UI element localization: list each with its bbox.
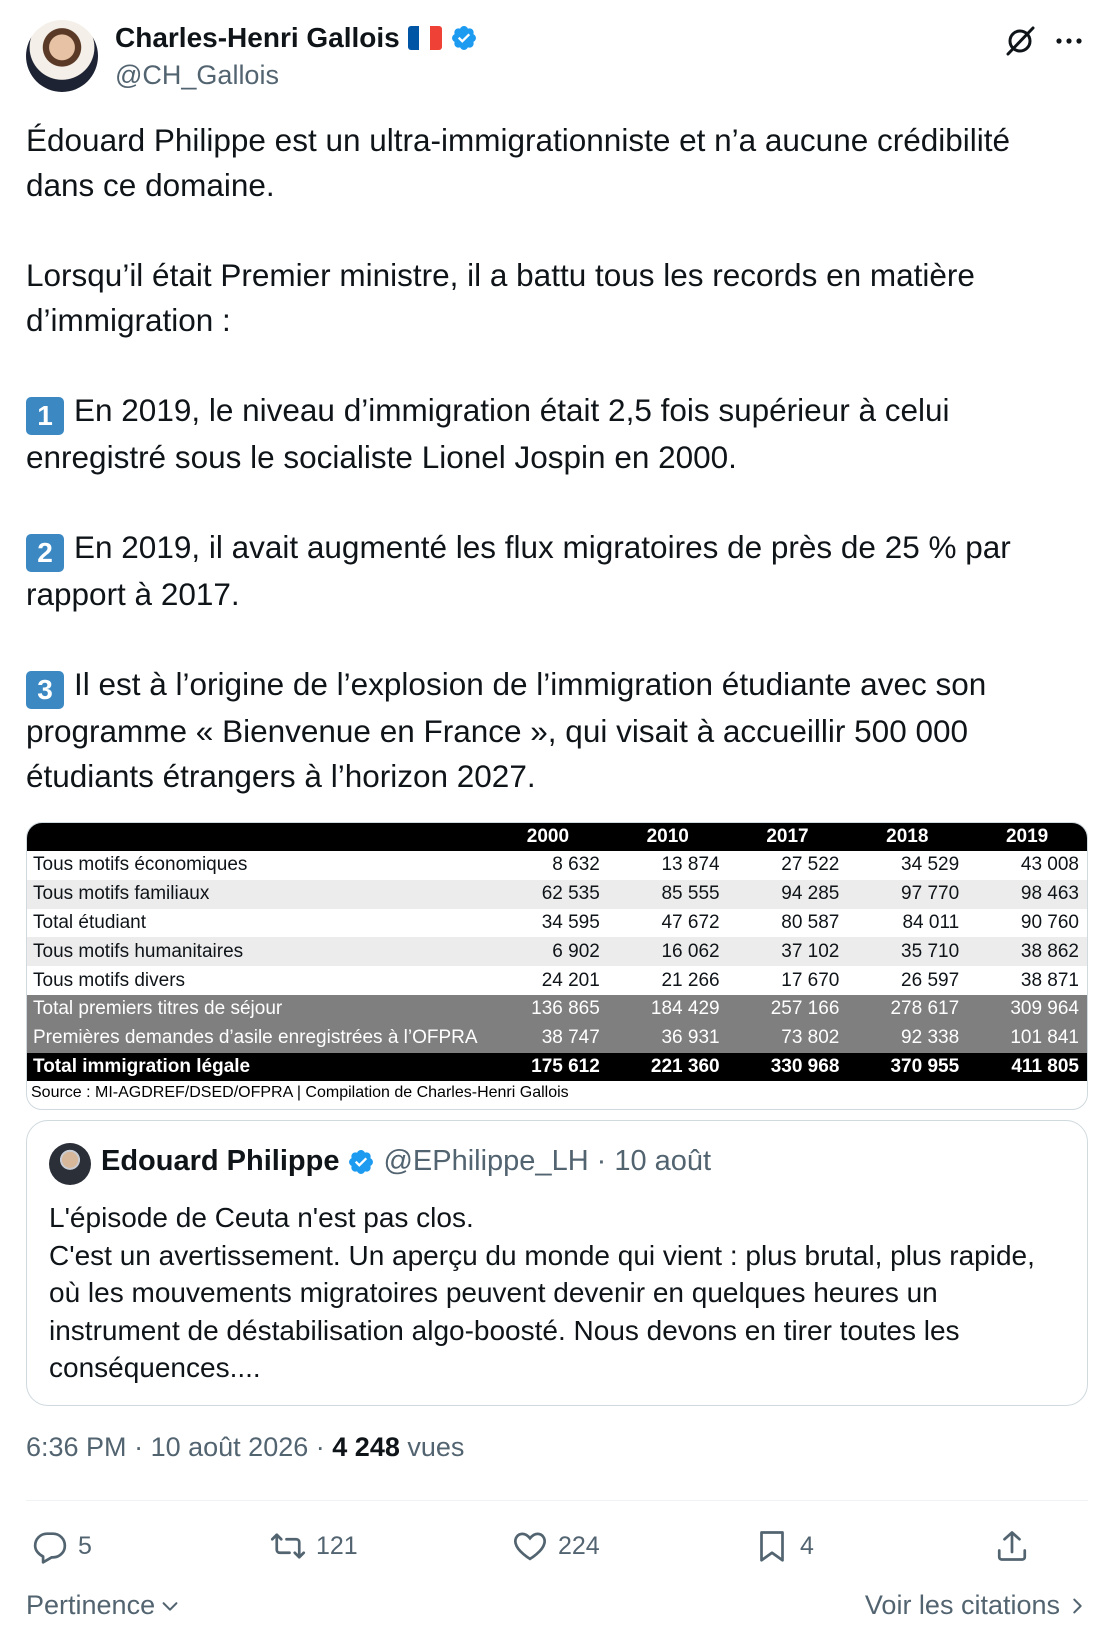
tweet-timestamp [26,1432,464,1463]
table-cell: 330 968 [728,1053,848,1082]
table-cell: 370 955 [847,1053,967,1082]
bookmark-button[interactable] [754,1518,814,1574]
author-handle[interactable]: @CH_Gallois [115,60,279,90]
row-label: Total premiers titres de séjour [27,995,488,1024]
row-label: Tous motifs divers [33,969,186,991]
table-cell: 278 617 [847,995,967,1024]
like-count: 224 [558,1531,600,1560]
views-label: vues [407,1432,465,1462]
table-cell: 98 463 [967,880,1087,909]
table-cell: 17 670 [781,969,840,991]
separator: · [315,1432,325,1462]
table-cell: 175 612 [488,1053,608,1082]
table-row [27,937,1087,966]
table-cell: 24 201 [541,969,600,991]
table-cell: 309 964 [967,995,1087,1024]
table-cell: 16 062 [608,937,728,966]
author-name-row [115,22,478,54]
tweet-date[interactable]: 10 août 2026 [150,1432,309,1462]
sort-dropdown[interactable] [26,1590,181,1621]
france-flag-icon [408,26,442,50]
view-quotes-label: Voir les citations [864,1590,1060,1620]
table-row [27,880,1087,909]
table-cell: 37 102 [728,937,848,966]
keycap-one-icon: 1 [26,397,64,435]
quoted-author-name: Edouard Philippe [101,1145,340,1177]
table-source: Source : MI-AGDREF/DSED/OFPRA | Compilation de Charles-Henri Gallois [31,1084,569,1102]
table-header-cell: 2018 [847,823,967,851]
table-cell: 35 710 [847,937,967,966]
table-header-cell: 2010 [608,823,728,851]
separator: · [134,1432,144,1462]
tweet-paragraph: Édouard Philippe est un ultra-immigrationniste et n’a aucune crédibilité dans ce domaine. [26,122,1011,203]
table-cell: 6 902 [488,937,608,966]
table-cell: 62 535 [488,880,608,909]
quoted-tweet-header [101,1145,711,1178]
reply-count: 5 [78,1531,92,1560]
table-row [27,1053,1087,1082]
table-cell: 27 522 [781,854,840,876]
table-cell: 136 865 [488,995,608,1024]
table-cell: 34 529 [901,854,960,876]
table-cell: 92 338 [847,1024,967,1053]
grok-icon[interactable] [1003,24,1037,58]
heart-icon [512,1528,548,1564]
table-cell: 80 587 [781,911,840,933]
table-cell: 84 011 [902,911,960,933]
sort-label: Pertinence [26,1590,156,1620]
repost-button[interactable] [270,1518,358,1574]
row-label: Total immigration légale [27,1053,488,1082]
tweet-media-table[interactable] [26,822,1088,1110]
table-header-cell: 2000 [488,823,608,851]
table-row [27,851,1087,880]
views-count: 4 248 [332,1432,400,1462]
table-cell: 38 862 [967,937,1087,966]
tweet-paragraph: 2 En 2019, il avait augmenté les flux migratoires de près de 25 % par rapport à 2017. [26,529,1011,612]
table-cell: 221 360 [608,1053,728,1082]
action-bar [26,1518,1088,1574]
quoted-author-handle: @EPhilippe_LH [383,1145,589,1177]
table-header-cell [27,823,488,851]
table-cell: 85 555 [608,880,728,909]
verified-badge-icon [347,1148,375,1176]
quoted-author-avatar [49,1143,91,1185]
table-cell: 411 805 [967,1053,1087,1082]
table-cell: 101 841 [967,1024,1087,1053]
repost-icon [270,1528,306,1564]
quoted-date: 10 août [614,1145,712,1177]
table-cell: 43 008 [1020,854,1079,876]
repost-count: 121 [316,1531,358,1560]
row-label: Total étudiant [33,911,147,933]
bookmark-icon [754,1528,790,1564]
table-cell: 8 632 [552,854,600,876]
reply-icon [32,1528,68,1564]
table-cell: 36 931 [608,1024,728,1053]
table-header-row [27,823,1087,851]
keycap-three-icon: 3 [26,671,64,709]
table-row [27,966,1087,995]
view-quotes-link[interactable] [865,1590,1088,1621]
row-label: Tous motifs humanitaires [27,937,488,966]
table-cell: 73 802 [728,1024,848,1053]
table-cell: 21 266 [661,969,720,991]
author-avatar[interactable] [26,20,98,92]
tweet-text [26,118,1086,799]
bookmark-count: 4 [800,1531,814,1560]
table-row [27,1024,1087,1053]
table-cell: 26 597 [901,969,960,991]
quoted-tweet-text [49,1199,1069,1387]
table-cell: 38 871 [1020,969,1079,991]
chevron-right-icon [1066,1595,1088,1617]
table-cell: 94 285 [728,880,848,909]
table-cell: 47 672 [661,911,720,933]
immigration-table [27,823,1087,1081]
divider [26,1500,1088,1501]
tweet-paragraph: 3 Il est à l’origine de l’explosion de l’immigration étudiante avec son programme « Bienvenue en France », qui visait à accueillir 500 000 étudiants étrangers à l’horizon 2027. [26,666,987,794]
quoted-tweet[interactable] [26,1120,1088,1406]
keycap-two-icon: 2 [26,534,64,572]
row-label: Tous motifs économiques [33,854,248,876]
tweet-time[interactable]: 6:36 PM [26,1432,127,1462]
quoted-separator: · [596,1145,607,1177]
like-button[interactable] [512,1518,600,1574]
author-name[interactable]: Charles-Henri Gallois [115,22,400,53]
table-row [27,995,1087,1024]
row-label: Tous motifs familiaux [27,880,488,909]
table-cell: 38 747 [488,1024,608,1053]
reply-button[interactable] [32,1518,92,1574]
more-options-icon[interactable] [1052,24,1086,58]
table-cell: 13 874 [661,854,720,876]
row-label: Premières demandes d’asile enregistrées à l’OFPRA [27,1024,488,1053]
table-cell: 34 595 [541,911,600,933]
quoted-line: L'épisode de Ceuta n'est pas clos. [49,1202,474,1233]
tweet-paragraph: Lorsqu’il était Premier ministre, il a battu tous les records en matière d’immigration : [26,257,975,338]
table-row [27,909,1087,938]
share-icon [994,1528,1030,1564]
table-cell: 97 770 [847,880,967,909]
table-header-cell: 2019 [967,823,1087,851]
verified-badge-icon [450,24,478,52]
chevron-down-icon [159,1595,181,1617]
share-button[interactable] [994,1518,1030,1574]
table-cell: 257 166 [728,995,848,1024]
table-cell: 90 760 [1020,911,1079,933]
tweet-header [0,0,1108,110]
table-cell: 184 429 [608,995,728,1024]
tweet-paragraph: 1 En 2019, le niveau d’immigration était 2,5 fois supérieur à celui enregistré sous le socialiste Lionel Jospin en 2000. [26,392,950,475]
quoted-line: C'est un avertissement. Un aperçu du monde qui vient : plus brutal, plus rapide, où les mouvements migratoires peuvent devenir en quelques heures un instrument de déstabilisation algo-boosté. Nous devons en tirer toutes les conséquences.... [49,1239,1035,1383]
table-header-cell: 2017 [728,823,848,851]
